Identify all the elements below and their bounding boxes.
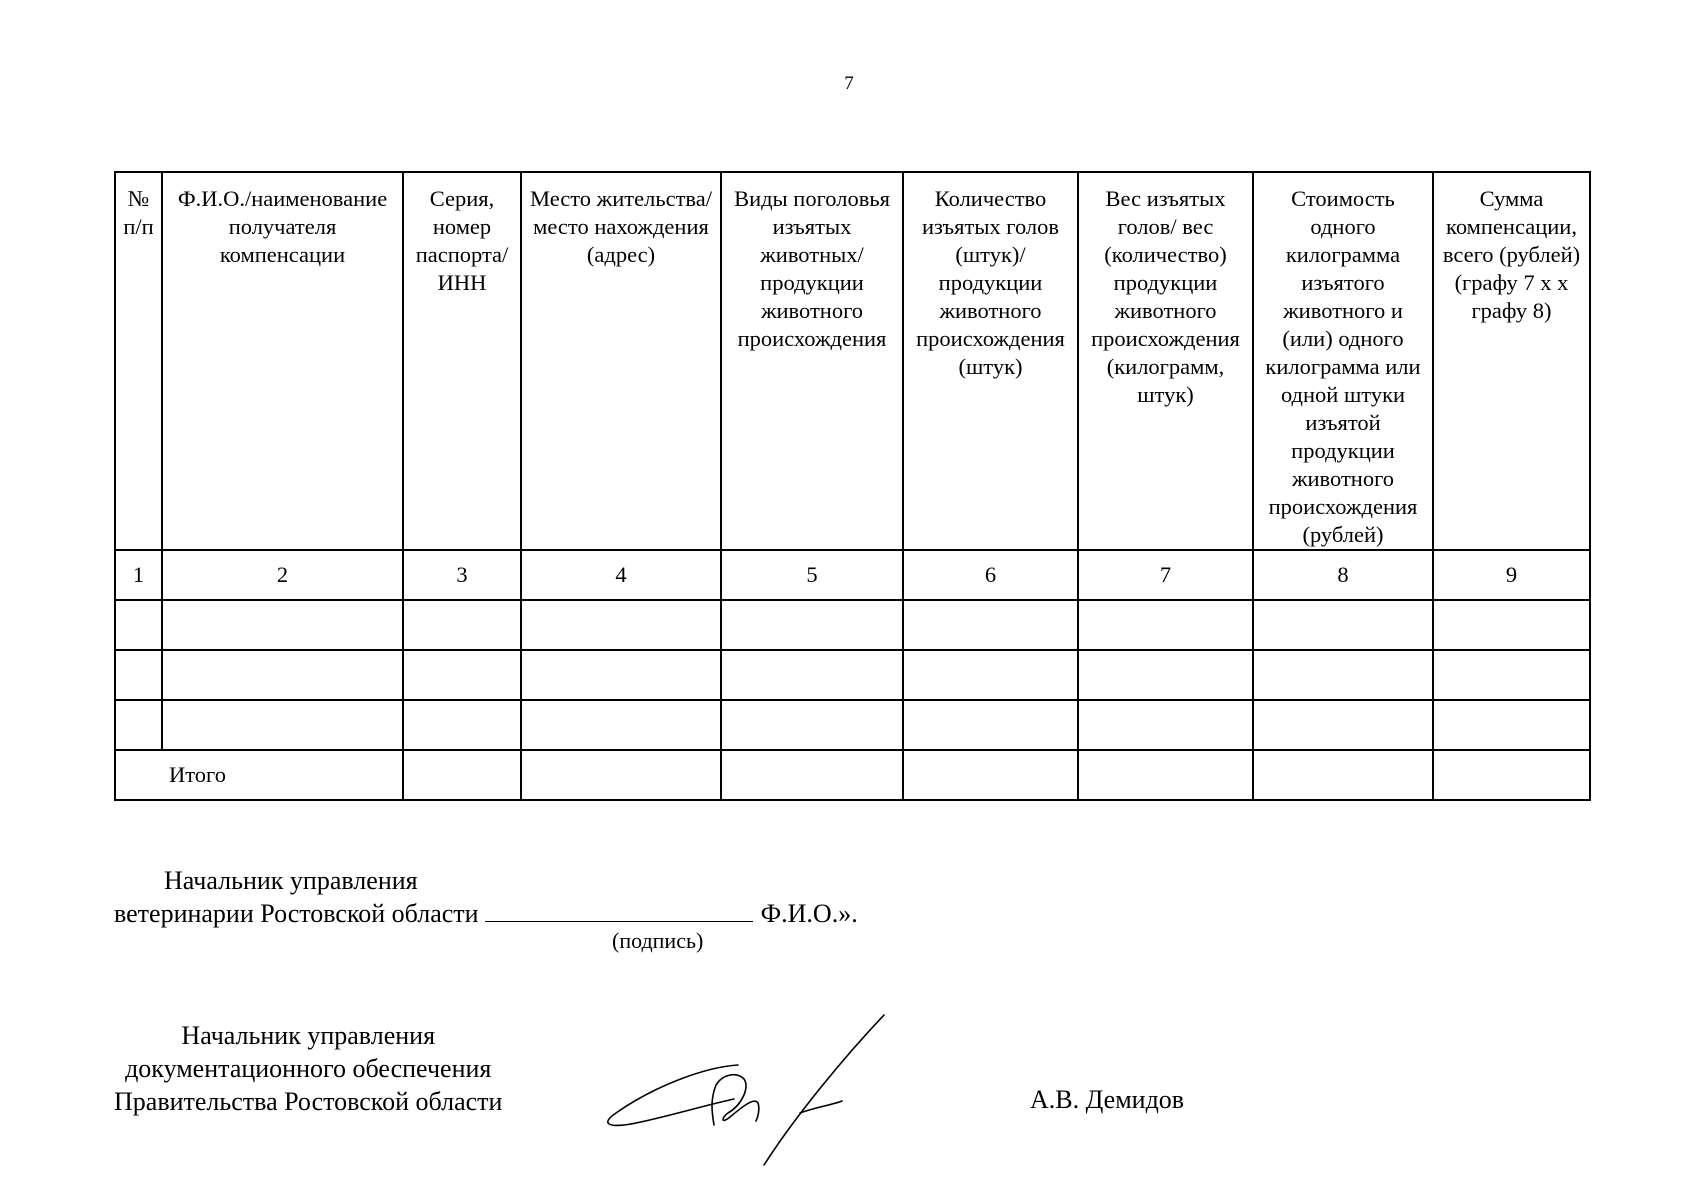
vet-head-title-line1: Начальник управления [164, 866, 418, 895]
column-number: 6 [903, 550, 1078, 600]
empty-cell [115, 600, 162, 650]
column-number: 7 [1078, 550, 1253, 600]
column-number: 9 [1433, 550, 1590, 600]
table-row [115, 700, 1590, 750]
empty-cell [521, 750, 721, 800]
column-number-row [115, 550, 1590, 600]
handwritten-signature [596, 1005, 896, 1175]
column-number: 5 [721, 550, 903, 600]
header-cell: Место жительства/место нахождения (адрес) [521, 172, 721, 550]
signature-caption: (подпись) [612, 928, 704, 953]
empty-cell [903, 750, 1078, 800]
empty-cell [521, 600, 721, 650]
fio-placeholder: Ф.И.О.». [760, 899, 858, 928]
empty-cell [903, 650, 1078, 700]
empty-cell [403, 600, 521, 650]
table-row [115, 650, 1590, 700]
header-cell: Сумма компенсации, всего (рублей) (графу 7 х х графу 8) [1433, 172, 1590, 550]
empty-cell [721, 750, 903, 800]
header-cell: Виды поголовья изъятых животных/ продукции животного происхождения [721, 172, 903, 550]
header-cell: Ф.И.О./наименование получателя компенсации [162, 172, 403, 550]
empty-cell [162, 700, 403, 750]
column-number: 4 [521, 550, 721, 600]
empty-cell [721, 600, 903, 650]
empty-cell [1433, 750, 1590, 800]
empty-cell [903, 700, 1078, 750]
doc-head-title-line1: Начальник управления [181, 1021, 436, 1050]
empty-cell [1253, 700, 1433, 750]
empty-cell [1253, 650, 1433, 700]
header-cell: Стоимость одного килограмма изъятого животного и (или) одного килограмма или одной штуки изъятой продукции животного происхождения (рублей) [1253, 172, 1433, 550]
header-cell: № п/п [115, 172, 162, 550]
empty-cell [403, 650, 521, 700]
empty-cell [1078, 650, 1253, 700]
signature-line [485, 897, 753, 922]
doc-head-title [114, 1019, 502, 1118]
empty-cell [1078, 750, 1253, 800]
doc-head-title-line2: документационного обеспечения [125, 1054, 492, 1083]
column-number: 8 [1253, 550, 1433, 600]
empty-cell [115, 700, 162, 750]
empty-cell [721, 650, 903, 700]
header-cell: Количество изъятых голов (штук)/ продукции животного происхождения (штук) [903, 172, 1078, 550]
empty-cell [903, 600, 1078, 650]
empty-cell [1433, 650, 1590, 700]
doc-head-title-line3: Правительства Ростовской области [114, 1087, 503, 1116]
empty-cell [162, 650, 403, 700]
empty-cell [1433, 600, 1590, 650]
column-number: 3 [403, 550, 521, 600]
empty-cell [721, 700, 903, 750]
empty-cell [1078, 600, 1253, 650]
header-cell: Серия, номер паспорта/ ИНН [403, 172, 521, 550]
total-row [115, 750, 1590, 800]
empty-cell [1253, 750, 1433, 800]
empty-cell [1078, 700, 1253, 750]
signer-name: А.В. Демидов [1030, 1085, 1185, 1114]
vet-head-title-text: ветеринарии Ростовской области [114, 899, 479, 928]
header-row [115, 172, 1590, 550]
page-number: 7 [844, 73, 854, 94]
table-row [115, 600, 1590, 650]
empty-cell [115, 650, 162, 700]
column-number: 1 [115, 550, 162, 600]
empty-cell [521, 650, 721, 700]
empty-cell [403, 700, 521, 750]
empty-cell [1253, 600, 1433, 650]
empty-cell [162, 600, 403, 650]
empty-cell [1433, 700, 1590, 750]
compensation-table [114, 171, 1591, 801]
vet-head-title-line2 [114, 897, 858, 930]
empty-cell [521, 700, 721, 750]
column-number: 2 [162, 550, 403, 600]
header-cell: Вес изъятых голов/ вес (количество) продукции животного происхождения (килограмм, штук) [1078, 172, 1253, 550]
empty-cell [403, 750, 521, 800]
total-label: Итого [115, 750, 403, 800]
